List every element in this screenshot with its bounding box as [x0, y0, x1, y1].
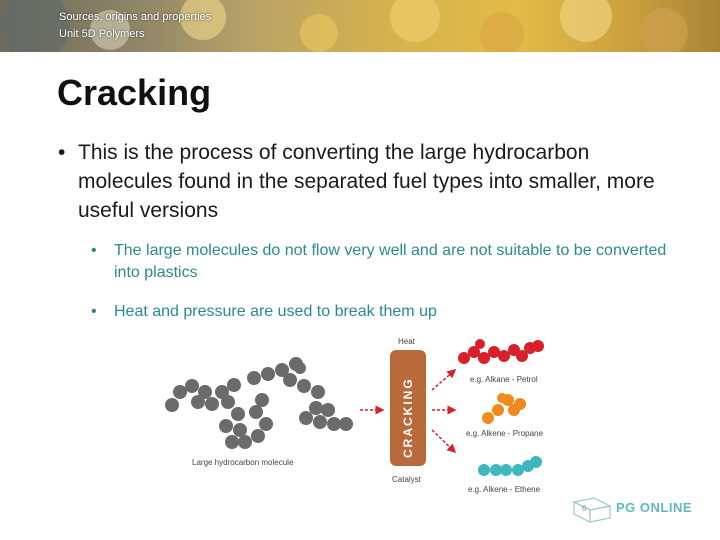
pg-online-logo	[572, 496, 692, 524]
ethene-molecule	[478, 456, 542, 476]
banner-topic: Sources, origins and properties	[59, 11, 212, 23]
catalyst-label: Catalyst	[392, 475, 421, 484]
logo-mark-icon	[572, 496, 612, 524]
cracking-diagram	[150, 330, 570, 530]
sub-bullet-text: The large molecules do not flow very well and are not suitable to be converted into plastics	[114, 242, 667, 281]
sub-bullet	[91, 301, 691, 323]
propane-molecule	[482, 393, 526, 424]
sub-bullet	[91, 240, 691, 284]
large-molecule-label: Large hydrocarbon molecule	[192, 458, 294, 467]
header-banner	[0, 0, 720, 52]
cracking-label: CRACKING	[401, 377, 415, 458]
bullet-marker: •	[58, 141, 66, 164]
heat-label: Heat	[398, 337, 415, 346]
product-label-petrol: e.g. Alkane - Petrol	[470, 375, 538, 384]
logo-text: PG ONLINE	[616, 500, 693, 515]
bullet-marker: •	[91, 242, 97, 259]
output-arrow	[432, 430, 455, 452]
banner-unit: Unit 5D Polymers	[59, 28, 145, 40]
output-arrow	[432, 370, 455, 390]
large-molecule	[165, 357, 353, 449]
main-bullet	[58, 138, 678, 225]
page-number: 6	[582, 504, 587, 513]
slide-title: Cracking	[57, 72, 212, 113]
sub-bullet-text: Heat and pressure are used to break them up	[114, 303, 437, 320]
product-label-propane: e.g. Alkene - Propane	[466, 429, 543, 438]
main-bullet-text: This is the process of converting the large hydrocarbon molecules found in the separated fuel types into smaller, more useful versions	[78, 141, 655, 222]
product-label-ethene: e.g. Alkene - Ethene	[468, 485, 541, 494]
bullet-marker: •	[91, 303, 97, 320]
alkane-molecule	[458, 339, 544, 364]
